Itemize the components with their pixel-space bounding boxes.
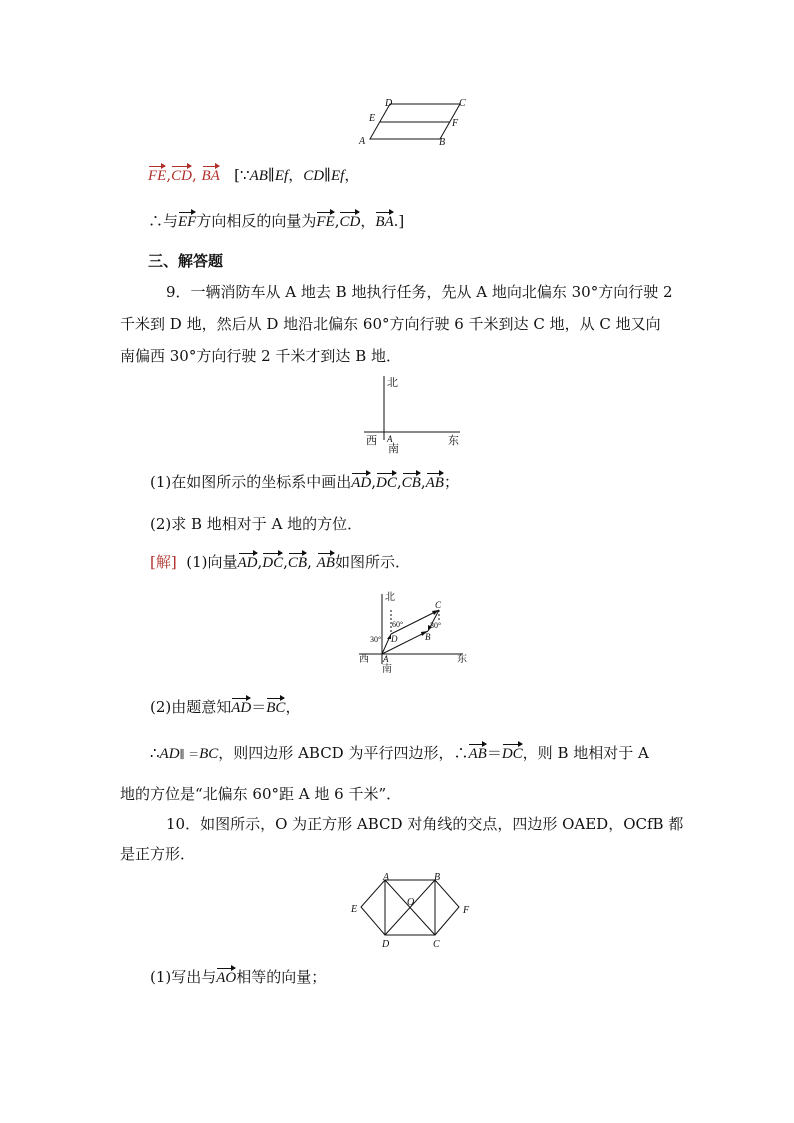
north-label: 北 (387, 377, 398, 389)
point-c: C (435, 600, 442, 610)
vector-cd: CD (171, 165, 192, 187)
west-label: 西 (359, 654, 369, 665)
point-b: B (434, 872, 441, 883)
label-f: F (452, 118, 459, 129)
q9-part1: (1)在如图所示的坐标系中画出AD,DC,CB,AB； (150, 471, 459, 494)
origin-label: A (387, 434, 393, 444)
q9-part2: (2)求 B 地相对于 A 地的方位． (150, 515, 363, 533)
east-label: 东 (457, 654, 467, 665)
angle-60: 60° (392, 620, 404, 629)
q10-part1: (1)写出与AO相等的向量； (150, 966, 326, 989)
point-d: D (391, 634, 398, 644)
point-c: C (433, 939, 440, 950)
solution-tag: [解] (150, 553, 177, 571)
q9-line-2: 千米到 D 地，然后从 D 地沿北偏东 60°方向行驶 6 千米到达 C 地，从 C 地又向 (120, 315, 661, 333)
compass-axes-figure (360, 370, 470, 455)
south-label: 南 (382, 664, 392, 675)
angle-30-b: 30° (430, 621, 442, 630)
vector-ef: EF (178, 211, 196, 233)
solution-part2: (2)由题意知AD＝BC， (150, 696, 300, 719)
point-a: A (383, 654, 389, 664)
angle-30-a: 30° (370, 635, 382, 644)
squares-figure (345, 872, 475, 952)
point-b: B (425, 632, 431, 642)
point-d: D (382, 939, 390, 950)
label-e: E (369, 113, 376, 124)
vector-fe: FE (148, 165, 166, 187)
south-label: 南 (388, 443, 399, 455)
label-a: A (359, 136, 366, 147)
point-o: O (407, 897, 415, 908)
point-f: F (463, 905, 470, 916)
vector-route-figure (355, 588, 475, 676)
answer-reason-line: ∴与EF方向相反的向量为FE,CD，BA.] (148, 210, 404, 233)
solution-part4: 地的方位是“北偏东 60°距 A 地 6 千米”． (120, 785, 402, 803)
point-e: E (351, 904, 358, 915)
east-label: 东 (448, 435, 459, 447)
q10-line-2: 是正方形． (120, 845, 196, 863)
west-label: 西 (366, 435, 377, 447)
solution-part3: ∴AD∥ ＝BC，则四边形 ABCD 为平行四边形，∴AB＝DC，则 B 地相对于 A (150, 742, 649, 766)
label-b: B (439, 137, 446, 148)
point-a: A (383, 872, 390, 883)
answer-vectors-line: FE,CD, BA [∵AB∥Ef，CD∥Ef， (148, 164, 359, 187)
label-d: D (385, 98, 393, 109)
parallelogram-figure (355, 95, 475, 150)
section-title: 三、解答题 (148, 252, 224, 270)
north-label: 北 (385, 592, 395, 603)
q9-line-3: 南偏西 30°方向行驶 2 千米才到达 B 地． (120, 347, 401, 365)
label-c: C (459, 98, 466, 109)
solution-part1: [解] (1)向量AD,DC,CB, AB如图所示． (150, 551, 410, 574)
vector-ba: BA (202, 165, 220, 187)
q10-line-1: 10．如图所示，O 为正方形 ABCD 对角线的交点，四边形 OAED，OCfB 都 (166, 815, 684, 833)
q9-line-1: 9．一辆消防车从 A 地去 B 地执行任务，先从 A 地向北偏东 30°方向行驶 2 (166, 283, 673, 301)
